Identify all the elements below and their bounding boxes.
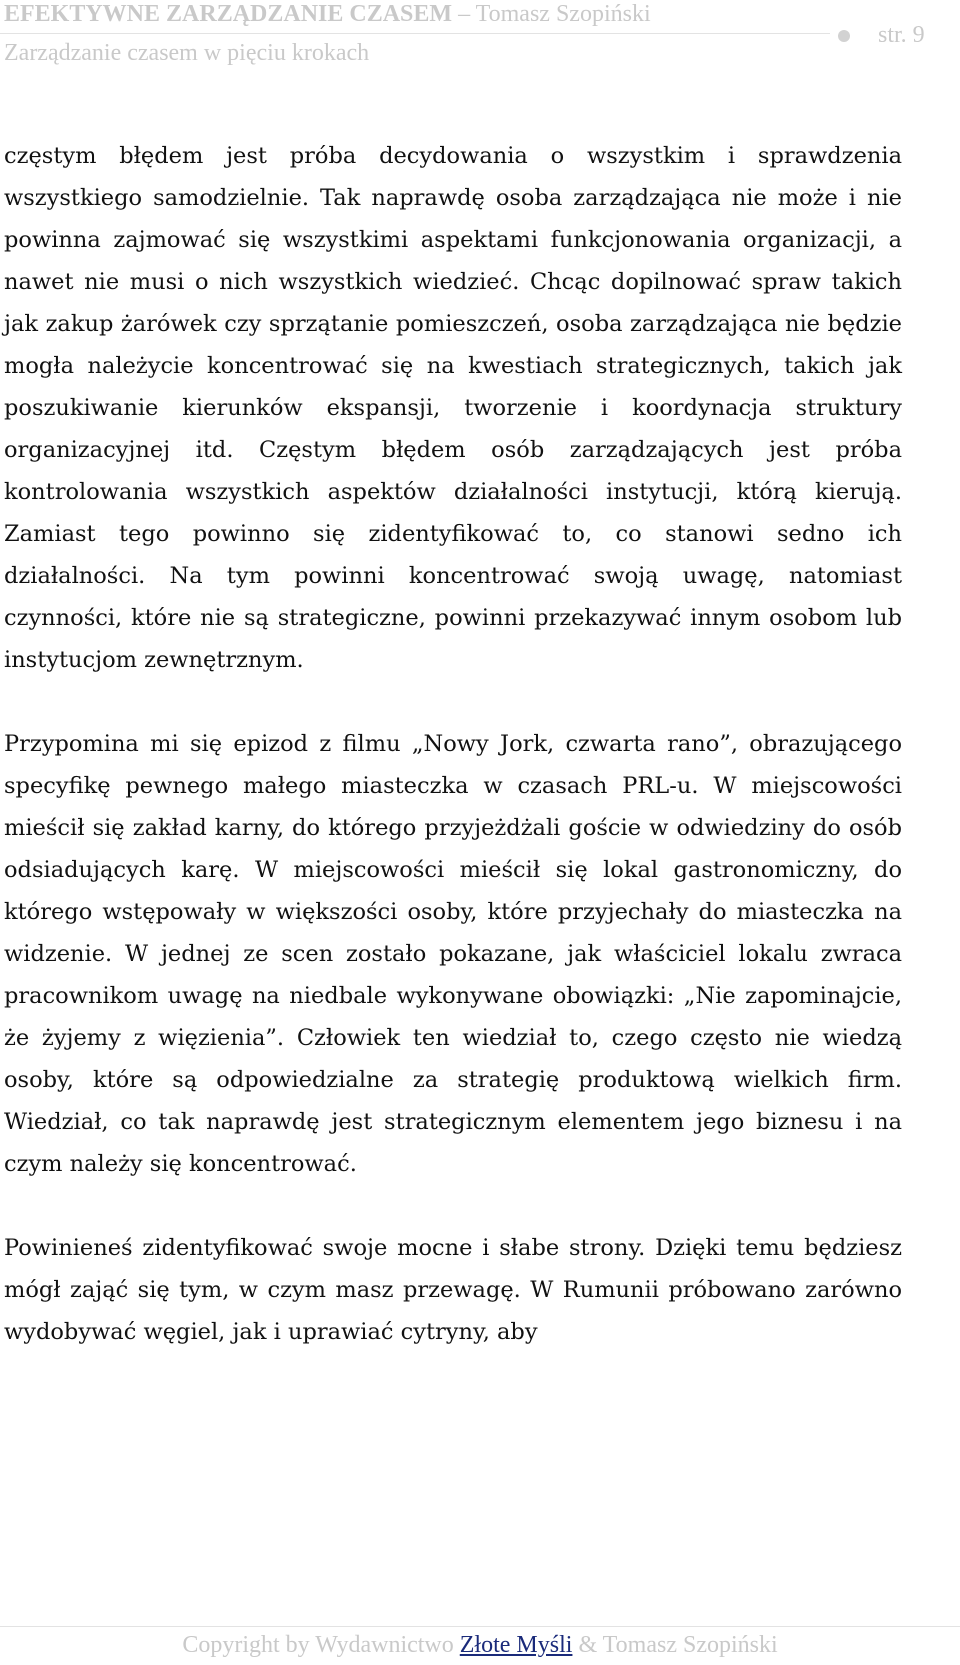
footer-divider xyxy=(0,1626,960,1627)
copyright-prefix: Copyright by Wydawnictwo xyxy=(182,1632,460,1658)
publisher-link[interactable]: Złote Myśli xyxy=(459,1632,573,1658)
paragraph-3: Powinieneś zidentyfikować swoje mocne i słabe strony. Dzięki temu będziesz mógł zająć się tym, w czym masz przewagę. W Rumunii próbowano zarówno wydobywać węgiel, jak i uprawiać cytryny, aby xyxy=(4,1235,902,1345)
chapter-title: Zarządzanie czasem w pięciu krokach xyxy=(4,40,370,66)
page-number: str. 9 xyxy=(878,22,925,48)
bullet-icon xyxy=(838,30,850,42)
running-title xyxy=(4,0,651,28)
page-footer xyxy=(0,1630,960,1660)
book-title: EFEKTYWNE ZARZĄDZANIE CZASEM xyxy=(4,1,453,27)
header-divider xyxy=(0,33,830,34)
copyright-suffix: & Tomasz Szopiński xyxy=(572,1632,778,1658)
title-separator: – xyxy=(452,1,476,27)
paragraph-2: Przypomina mi się epizod z filmu „Nowy Jork, czwarta rano”, obrazującego specyfikę pewnego małego miasteczka w czasach PRL-u. W miejscowości mieścił się zakład karny, do którego przyjeżdżali goście w odwiedziny do osób odsiadujących karę. W miejscowości mieścił się lokal gastronomiczny, do którego wstępowały w większości osoby, które przyjechały do miasteczka na widzenie. W jednej ze scen zostało pokazane, jak właściciel lokalu zwraca pracownikom uwagę na niedbale wykonywane obowiązki: „Nie zapominajcie, że żyjemy z więzienia”. Człowiek ten wiedział to, czego często nie wiedzą osoby, które są odpowiedzialne za strategię produktową wielkich firm. Wiedział, co tak naprawdę jest strategicznym elementem jego biznesu i na czym należy się koncentrować. xyxy=(4,731,902,1177)
page-header xyxy=(0,0,960,80)
author-name: Tomasz Szopiński xyxy=(475,1,651,27)
body-text xyxy=(4,135,902,1395)
paragraph-1: częstym błędem jest próba decydowania o wszystkim i sprawdzenia wszystkiego samodzielnie. Tak naprawdę osoba zarządzająca nie może i nie powinna zajmować się wszystkimi aspektami funkcjonowania organizacji, a nawet nie musi o nich wszystkich wiedzieć. Chcąc dopilnować spraw takich jak zakup żarówek czy sprzątanie pomieszczeń, osoba zarządzająca nie będzie mogła należycie koncentrować się na kwestiach strategicznych, takich jak poszukiwanie kierunków ekspansji, tworzenie i koordynacja struktury organizacyjnej itd. Częstym błędem osób zarządzających jest próba kontrolowania wszystkich aspektów działalności instytucji, którą kierują. Zamiast tego powinno się zidentyfikować to, co stanowi sedno ich działalności. Na tym powinni koncentrować swoją uwagę, natomiast czynności, które nie są strategiczne, powinni przekazywać innym osobom lub instytucjom zewnętrznym. xyxy=(4,143,902,673)
